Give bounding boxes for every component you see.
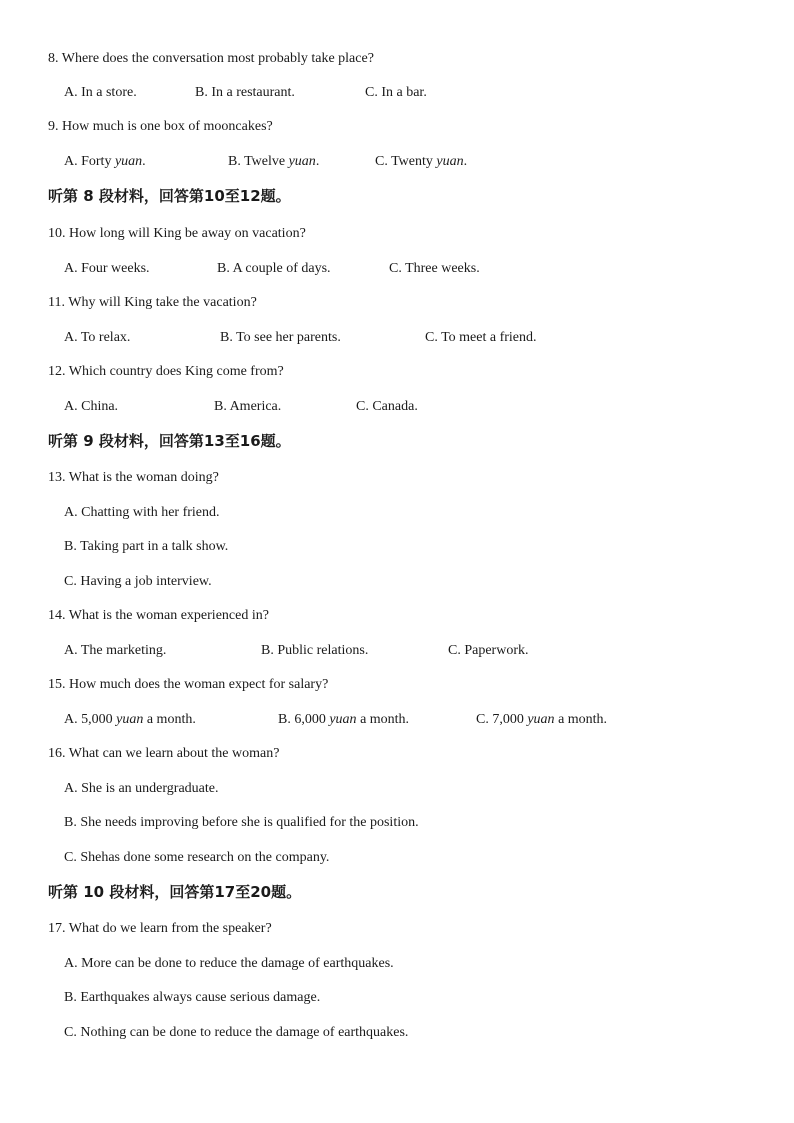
answer-option: C. Having a job interview.	[64, 574, 212, 589]
answer-option	[375, 153, 467, 171]
option-suffix: .	[463, 154, 468, 169]
answer-option	[425, 329, 537, 347]
question-text: 10. How long will King be away on vacation?	[48, 226, 306, 241]
answer-option	[220, 329, 341, 347]
section-heading: 听第 9 段材料，回答第13至16题。	[48, 432, 291, 450]
answer-option	[228, 153, 319, 171]
question-text: 11. Why will King take the vacation?	[48, 295, 257, 310]
answer-option	[217, 260, 331, 278]
answer-options-row	[64, 711, 744, 729]
answer-options-row	[64, 329, 744, 347]
answer-option	[278, 711, 409, 729]
option-text: A. China.	[64, 399, 119, 414]
answer-option	[64, 642, 166, 660]
option-suffix: a month.	[356, 712, 410, 727]
answer-option: A. Chatting with her friend.	[64, 505, 220, 520]
option-suffix: a month.	[143, 712, 196, 727]
answer-option: B. She needs improving before she is qualified for the position.	[64, 815, 419, 830]
option-text: A. 5,000	[64, 712, 117, 727]
option-unit: yuan	[114, 154, 143, 169]
option-text: C. 7,000	[476, 712, 528, 727]
answer-option	[356, 398, 418, 416]
option-text: C. Paperwork.	[448, 643, 529, 658]
option-text: A. Four weeks.	[64, 261, 150, 276]
section-heading: 听第 8 段材料，回答第10至12题。	[48, 187, 291, 205]
answer-option	[476, 711, 607, 729]
option-text: C. Canada.	[356, 399, 418, 414]
option-text: C. To meet a friend.	[425, 330, 537, 345]
option-suffix: .	[142, 154, 146, 169]
answer-options-row	[64, 642, 744, 660]
answer-option: C. Shehas done some research on the company.	[64, 850, 330, 865]
option-text: A. In a store.	[64, 85, 137, 100]
answer-option	[64, 398, 118, 416]
question-text: 12. Which country does King come from?	[48, 364, 284, 379]
option-unit: yuan	[288, 154, 316, 169]
option-text: B. To see her parents.	[220, 330, 341, 345]
question-text: 8. Where does the conversation most probably take place?	[48, 51, 374, 66]
option-text: C. Twenty	[375, 154, 437, 169]
option-text: B. Public relations.	[261, 643, 369, 658]
answer-options-row	[64, 153, 744, 171]
question-text: 9. How much is one box of mooncakes?	[48, 119, 273, 134]
option-suffix: .	[315, 154, 320, 169]
option-text: B. America.	[214, 399, 282, 414]
question-text: 13. What is the woman doing?	[48, 470, 219, 485]
answer-option	[365, 84, 427, 102]
option-suffix: a month.	[554, 712, 608, 727]
option-text: B. In a restaurant.	[195, 85, 295, 100]
question-text: 14. What is the woman experienced in?	[48, 608, 269, 623]
answer-option: B. Earthquakes always cause serious damage.	[64, 990, 321, 1005]
answer-options-row	[64, 84, 744, 102]
answer-option	[64, 711, 196, 729]
option-unit: yuan	[436, 154, 464, 169]
question-text: 15. How much does the woman expect for salary?	[48, 677, 329, 692]
option-unit: yuan	[116, 712, 144, 727]
answer-option	[448, 642, 529, 660]
answer-option	[64, 260, 150, 278]
answer-option: B. Taking part in a talk show.	[64, 539, 229, 554]
answer-option	[195, 84, 295, 102]
option-unit: yuan	[527, 712, 555, 727]
answer-options-row	[64, 260, 744, 278]
section-heading: 听第 10 段材料，回答第17至20题。	[48, 883, 302, 901]
answer-option	[389, 260, 480, 278]
option-text: C. In a bar.	[365, 85, 427, 100]
answer-option	[64, 329, 130, 347]
option-text: C. Three weeks.	[389, 261, 480, 276]
answer-option	[64, 84, 137, 102]
answer-options-row	[64, 398, 744, 416]
question-text: 17. What do we learn from the speaker?	[48, 921, 272, 936]
option-text: A. The marketing.	[64, 643, 167, 658]
answer-option	[261, 642, 368, 660]
question-text: 16. What can we learn about the woman?	[48, 746, 280, 761]
answer-option	[64, 153, 146, 171]
answer-option: A. She is an undergraduate.	[64, 781, 219, 796]
option-text: B. 6,000	[278, 712, 330, 727]
option-unit: yuan	[329, 712, 357, 727]
answer-option: C. Nothing can be done to reduce the damage of earthquakes.	[64, 1025, 409, 1040]
answer-option	[214, 398, 281, 416]
option-text: A. To relax.	[64, 330, 131, 345]
option-text: B. Twelve	[228, 154, 289, 169]
answer-option: A. More can be done to reduce the damage of earthquakes.	[64, 956, 394, 971]
option-text: B. A couple of days.	[217, 261, 331, 276]
option-text: A. Forty	[64, 154, 115, 169]
